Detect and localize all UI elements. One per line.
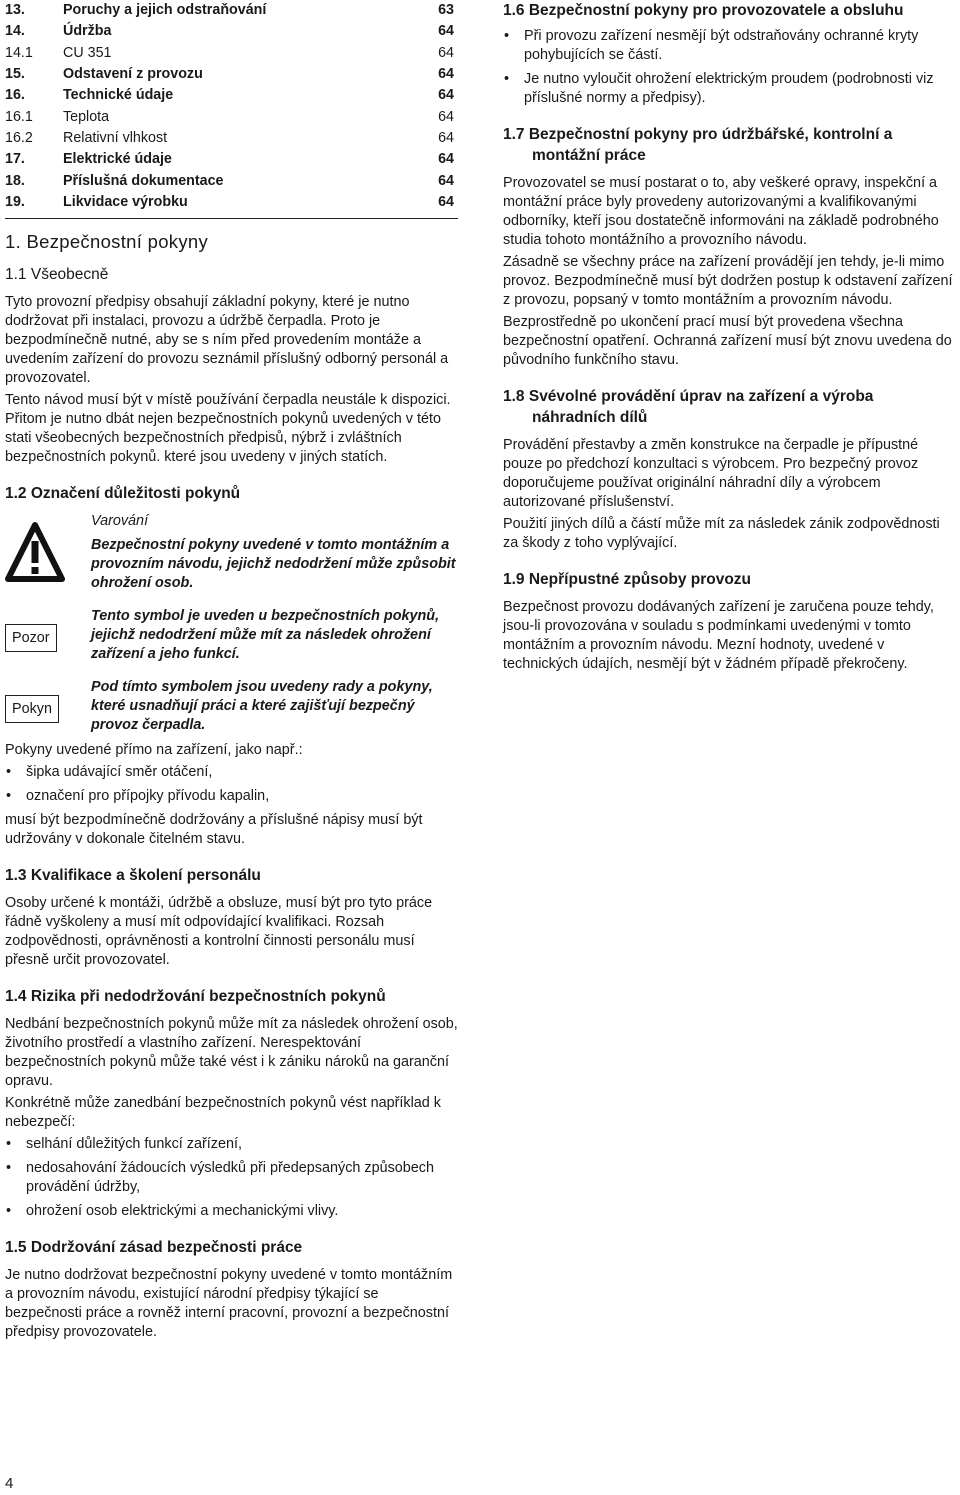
toc-page: 63 <box>438 2 454 19</box>
toc-page: 64 <box>438 23 454 40</box>
paragraph: Nedbání bezpečnostních pokynů může mít za následek ohrožení osob, životního prostředí a vlastního zařízení. Nerespektování bezpečnostních pokynů může také vést i k zániku nároků na garanční opravu. <box>5 1015 458 1089</box>
section-1-1 <box>5 264 458 467</box>
section-heading: 1.6 Bezpečnostní pokyny pro provozovatele a obsluhu <box>503 2 904 19</box>
list-item: • Je nutno vyloučit ohrožení elektrickým proudem (podrobnosti viz příslušné normy a předpisy). <box>503 70 955 108</box>
section-heading: 1.4 Rizika při nedodržování bezpečnostních pokynů <box>5 987 386 1005</box>
section-heading: 1.3 Kvalifikace a školení personálu <box>5 866 261 884</box>
toc-title: Příslušná dokumentace <box>63 172 224 189</box>
toc-page: 64 <box>438 129 454 146</box>
list-item: • ohrožení osob elektrickými a mechanickými vlivy. <box>5 1202 458 1221</box>
toc-title: CU 351 <box>63 44 112 61</box>
toc-page: 64 <box>438 172 454 189</box>
section-1-7 <box>503 124 955 370</box>
section-heading: 1.5 Dodržování zásad bezpečnosti práce <box>5 1238 303 1256</box>
toc-number: 19. <box>5 193 25 210</box>
toc-number: 17. <box>5 151 25 168</box>
chapter-title: 1. Bezpečnostní pokyny <box>5 230 209 252</box>
paragraph: Bezprostředně po ukončení prací musí být provedena všechna bezpečnostní opatření. Ochranná zařízení musí být znovu uvedena do původního funkčního stavu. <box>503 314 952 368</box>
toc-page: 64 <box>438 66 454 83</box>
list-item: • označení pro přípojky přívodu kapalin, <box>5 787 458 806</box>
warning-label: Varování <box>91 512 149 529</box>
toc-title: Relativní vlhkost <box>63 129 168 146</box>
toc-row[interactable] <box>5 192 458 213</box>
toc-number: 18. <box>5 172 25 189</box>
paragraph: Pokyny uvedené přímo na zařízení, jako např.: <box>5 741 303 758</box>
section-1-8 <box>503 386 955 553</box>
section-heading: 1.7 Bezpečnostní pokyny pro údržbářské, kontrolní a montážní práce <box>503 126 893 164</box>
section-heading: 1.2 Označení důležitosti pokynů <box>5 484 241 502</box>
toc-page: 64 <box>438 193 454 210</box>
toc-title: Odstavení z provozu <box>63 66 203 83</box>
paragraph: Provádění přestavby a změn konstrukce na čerpadle je přípustné pouze po předchozí konzultaci s výrobcem. Pro bezpečný provoz doporučujeme používat originální náhradní díly a výrobcem autorizované příslušenství. <box>503 437 919 510</box>
toc-divider <box>5 218 458 219</box>
note-text: Pod tímto symbolem jsou uvedeny rady a pokyny, které usnadňují práci a které zajišťují bezpečný provoz čerpadla. <box>91 678 433 733</box>
right-column <box>503 0 955 690</box>
toc-row[interactable] <box>5 106 458 127</box>
toc-number: 14.1 <box>5 44 33 61</box>
paragraph: Tento návod musí být v místě používání čerpadla neustále k dispozici. Přitom je nutno dbát nejen bezpečnostních pokynů uvedených v této stati všeobecných bezpečnostních předpisů, nýbrž i zvláštních bezpečnostních pokynů. které jsou uvedeny v jiných statích. <box>5 391 451 465</box>
toc-number: 16.2 <box>5 129 33 146</box>
paragraph: Zásadně se všechny práce na zařízení provádějí jen tehdy, je-li mimo provoz. Bezpodmínečně musí být dodržen postup k odstavení zařízení z provozu, popsaný v tomto montážním a provozním návodu. <box>503 254 953 308</box>
section-1-6 <box>503 0 955 108</box>
toc-title: Technické údaje <box>63 87 174 104</box>
toc-row[interactable] <box>5 128 458 149</box>
paragraph: Osoby určené k montáži, údržbě a obsluze, musí být pro tyto práce řádně vyškoleny a musí mít odpovídající kvalifikaci. Rozsah zodpovědnosti, oprávněnosti a kontrolní činnosti personálu musí přesně určit provozovatel. <box>5 894 433 968</box>
section-1-5 <box>5 1237 458 1342</box>
paragraph: Použití jiných dílů a částí může mít za následek zánik zodpovědnosti za škody z toho vyplývající. <box>503 516 940 551</box>
toc-number: 15. <box>5 66 25 83</box>
section-1-3 <box>5 865 458 970</box>
bullet-list <box>5 1135 458 1221</box>
list-item: • šipka udávající směr otáčení, <box>5 763 458 782</box>
note-badge: Pokyn <box>5 695 59 723</box>
bullet-list <box>5 763 458 806</box>
paragraph: Konkrétně může zanedbání bezpečnostních pokynů vést například k nebezpečí: <box>5 1094 441 1130</box>
toc-row[interactable] <box>5 85 458 106</box>
toc-number: 16. <box>5 87 25 104</box>
toc-number: 16.1 <box>5 108 33 125</box>
bullet-list <box>503 27 955 108</box>
toc-page: 64 <box>438 108 454 125</box>
toc-row[interactable] <box>5 21 458 42</box>
section-1-2 <box>5 483 458 849</box>
section-heading: 1.9 Nepřípustné způsoby provozu <box>503 571 752 588</box>
toc-row[interactable] <box>5 170 458 191</box>
paragraph: Provozovatel se musí postarat o to, aby veškeré opravy, inspekční a montážní práce byly provedeny autorizovanými a kvalifikovanými odborníky, kteří jsou dostatečně informováni na základě podrobného studia tohoto montážního a provozního návodu. <box>503 175 939 248</box>
paragraph: Tyto provozní předpisy obsahují základní pokyny, které je nutno dodržovat při instalaci, provozu a údržbě čerpadla. Proto je bezpodmínečně nutné, aby se s ním před provedením montáže a uvedením zařízení do provozu seznámil příslušný odborný personál a provozovatel. <box>5 293 449 386</box>
left-column <box>5 0 458 1358</box>
warning-block <box>5 512 458 593</box>
toc-page: 64 <box>438 44 454 61</box>
paragraph: Bezpečnost provozu dodávaných zařízení je zaručena pouze tehdy, jsou-li provozována v souladu s podmínkami uvedenými v tomto montážním a provozním návodu. Mezní hodnoty, uvedené v technických údajích, nesmějí být v žádném případě překročeny. <box>503 599 934 672</box>
toc-row[interactable] <box>5 149 458 170</box>
list-item: • selhání důležitých funkcí zařízení, <box>5 1135 458 1154</box>
list-item: • nedosahování žádoucích výsledků při předepsaných způsobech provádění údržby, <box>5 1159 458 1197</box>
toc-title: Údržba <box>63 23 112 40</box>
caution-text: Tento symbol je uveden u bezpečnostních pokynů, jejichž nedodržení může mít za následek ohrožení zařízení a jeho funkcí. <box>91 607 440 662</box>
toc-row[interactable] <box>5 43 458 64</box>
section-heading: 1.1 Všeobecně <box>5 265 109 283</box>
toc-title: Likvidace výrobku <box>63 193 188 210</box>
note-block <box>5 678 458 735</box>
list-item: • Při provozu zařízení nesmějí být odstraňovány ochranné kryty pohybujících se částí. <box>503 27 955 65</box>
section-heading: 1.8 Svévolné provádění úprav na zařízení a výroba náhradních dílů <box>503 388 874 426</box>
paragraph: Je nutno dodržovat bezpečnostní pokyny uvedené v tomto montážním a provozním návodu, existující národní předpisy týkající se bezpečnosti práce a rovněž interní pracovní, provozní a bezpečnostní předpisy provozovatele. <box>5 1266 453 1340</box>
toc-title: Elektrické údaje <box>63 151 172 168</box>
table-of-contents <box>5 0 458 219</box>
toc-page: 64 <box>438 87 454 104</box>
toc-row[interactable] <box>5 0 458 21</box>
paragraph: musí být bezpodmínečně dodržovány a příslušné nápisy musí být udržovány v dokonale čitelném stavu. <box>5 811 423 847</box>
section-1-4 <box>5 986 458 1221</box>
caution-block <box>5 607 458 664</box>
page-number: 4 <box>5 1475 14 1492</box>
toc-page: 64 <box>438 151 454 168</box>
toc-number: 14. <box>5 23 25 40</box>
section-1-9 <box>503 569 955 674</box>
warning-text: Bezpečnostní pokyny uvedené v tomto montážním a provozním návodu, jejichž nedodržení může způsobit ohrožení osob. <box>91 536 456 591</box>
toc-title: Poruchy a jejich odstraňování <box>63 2 267 19</box>
toc-title: Teplota <box>63 108 110 125</box>
toc-row[interactable] <box>5 64 458 85</box>
caution-badge: Pozor <box>5 624 57 652</box>
warning-triangle-icon <box>5 512 91 593</box>
toc-number: 13. <box>5 2 25 19</box>
